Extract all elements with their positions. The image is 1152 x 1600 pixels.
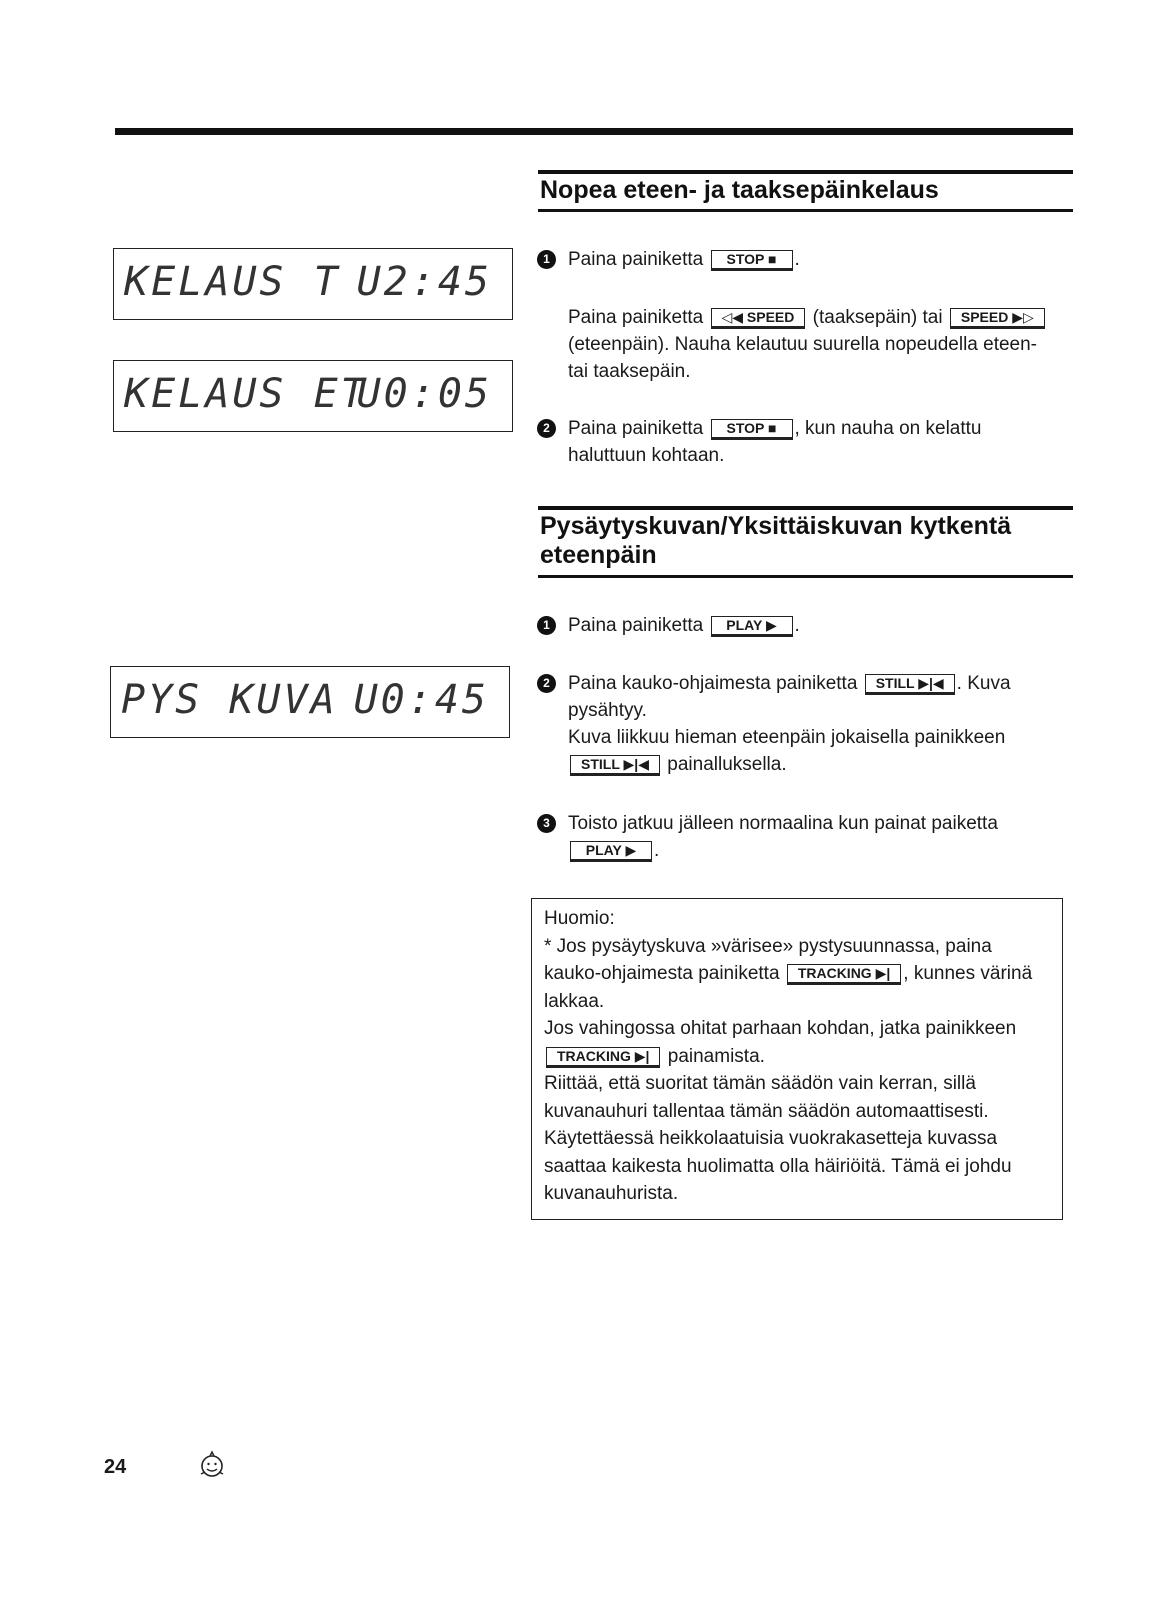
stop-key: STOP ■ xyxy=(711,250,793,271)
section2-title: Pysäytyskuvan/Yksittäiskuvan kytkentä eteenpäin xyxy=(540,512,1012,569)
section2-rule-bottom xyxy=(538,575,1073,578)
section1-rule-top xyxy=(538,170,1073,174)
section1-step-2: 2 Paina painiketta STOP ■ , kun nauha on kelattu haluttuun kohtaan. xyxy=(540,415,1060,469)
lcd-text: KELAUS ET xyxy=(124,371,368,417)
rewind-speed-key: ◁◀ SPEED xyxy=(711,308,806,329)
step-number-icon: 2 xyxy=(537,674,556,693)
lcd-display-forward xyxy=(113,360,513,432)
smiley-hand-icon xyxy=(197,1450,227,1480)
page-number: 24 xyxy=(104,1456,127,1478)
step-number-icon: 2 xyxy=(537,419,556,438)
forward-speed-key: SPEED ▶▷ xyxy=(950,308,1045,329)
section1-step-1: 1 Paina painiketta STOP ■ . xyxy=(540,246,1060,273)
top-rule xyxy=(115,128,1073,135)
note-paragraph: * Jos pysäytyskuva »värisee» pystysuunnassa, paina kauko-ohjaimesta painiketta TRACKING ▶| , kunnes värinä lakkaa. xyxy=(544,935,1033,1012)
section1-paragraph: Paina painiketta ◁◀ SPEED (taaksepäin) tai SPEED ▶▷ (eteenpäin). Nauha kelautuu suurella nopeudella eteen- tai taaksepäin. xyxy=(540,304,1060,385)
section1-title: Nopea eteen- ja taaksepäinkelaus xyxy=(540,176,939,204)
play-key: PLAY ▶ xyxy=(570,841,652,862)
note-heading: Huomio: xyxy=(544,908,615,929)
step-number-icon: 1 xyxy=(537,250,556,269)
lcd-display-still xyxy=(110,666,510,738)
section2-step-1: 1 Paina painiketta PLAY ▶ . xyxy=(540,612,1060,639)
still-key: STILL ▶|◀ xyxy=(865,674,955,695)
section2-rule-top xyxy=(538,506,1073,510)
section2-step-2: 2 Paina kauko-ohjaimesta painiketta STILL ▶|◀ . Kuva pysähtyy. Kuva liikkuu hieman eteenpäin jokaisella painikkeen STILL ▶|◀ painalluksella. xyxy=(540,670,1060,778)
step-number-icon: 3 xyxy=(537,814,556,833)
note-paragraph: Jos vahingossa ohitat parhaan kohdan, jatka painikkeen TRACKING ▶| painamista. xyxy=(544,1018,1017,1067)
section2-step-3: 3 Toisto jatkuu jälleen normaalina kun painat paiketta PLAY ▶ . xyxy=(540,810,1060,864)
stop-key: STOP ■ xyxy=(711,419,793,440)
still-key: STILL ▶|◀ xyxy=(570,755,660,776)
lcd-text: KELAUS T xyxy=(124,259,341,305)
note-box xyxy=(531,898,1063,1220)
play-key: PLAY ▶ xyxy=(711,616,793,637)
lcd-display-rewind xyxy=(113,248,513,320)
note-paragraph: Riittää, että suoritat tämän säädön vain kerran, sillä kuvanauhuri tallentaa tämän säädön automaattisesti. xyxy=(544,1073,989,1122)
lcd-text: PYS KUVA xyxy=(121,677,338,723)
tracking-key: TRACKING ▶| xyxy=(546,1047,660,1068)
step-number-icon: 1 xyxy=(537,616,556,635)
lcd-counter: U2:45 xyxy=(356,259,492,305)
lcd-counter: U0:45 xyxy=(353,677,489,723)
note-paragraph: Käytettäessä heikkolaatuisia vuokrakasetteja kuvassa saattaa kaikesta huolimatta olla häiriöitä. Tämä ei johdu kuvanauhurista. xyxy=(544,1128,1012,1204)
lcd-counter: U0:05 xyxy=(356,371,492,417)
section1-rule-bottom xyxy=(538,209,1073,212)
tracking-key: TRACKING ▶| xyxy=(787,964,901,985)
